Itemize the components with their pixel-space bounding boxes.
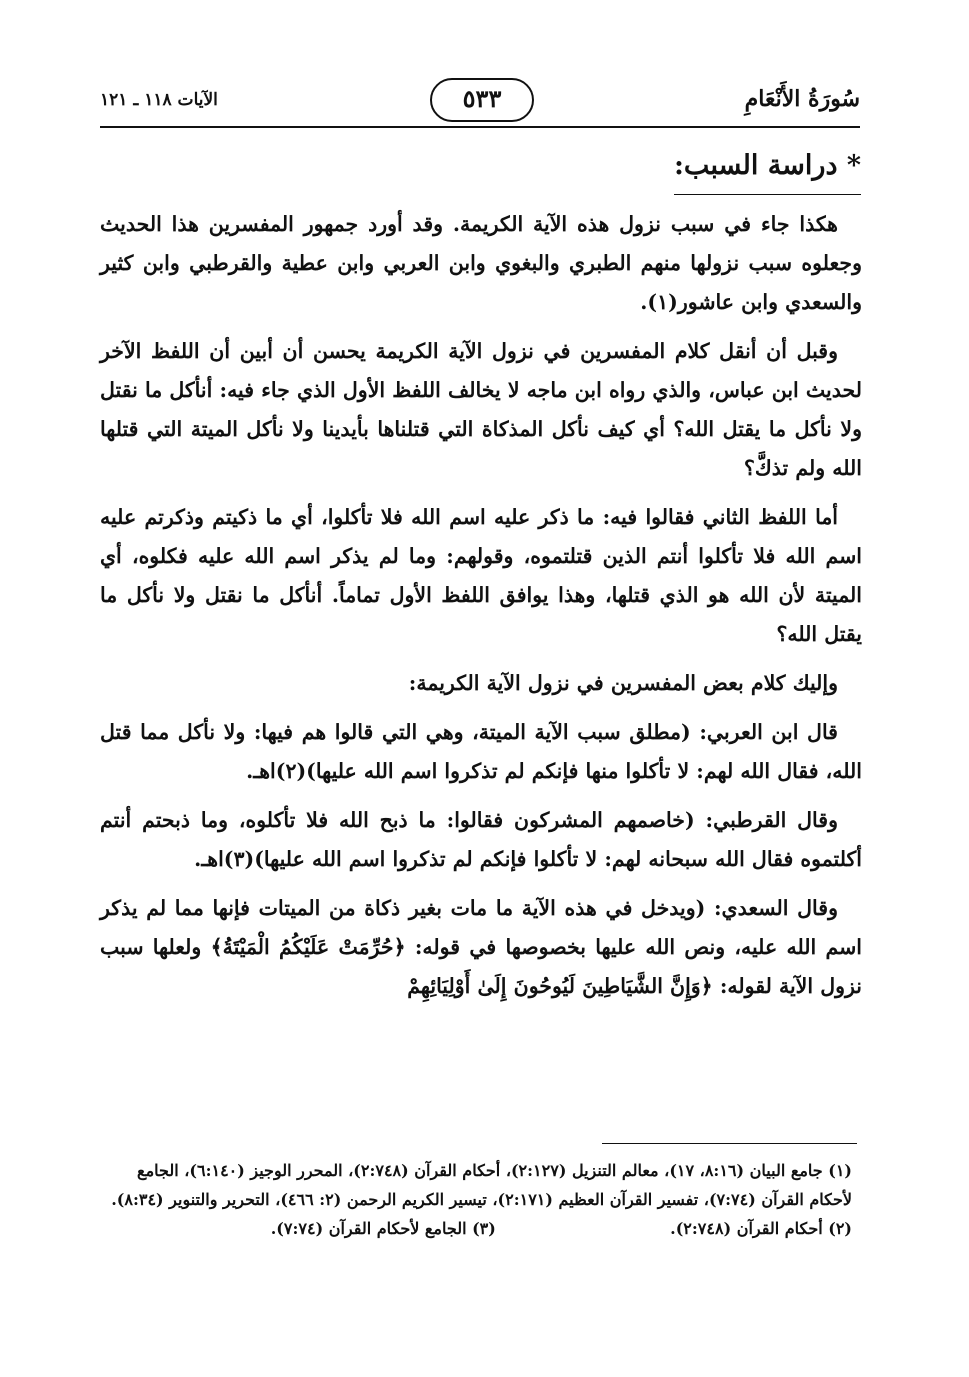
paragraph: وقال السعدي: (ويدخل في هذه الآية ما مات بغير ذكاة من الميتات فإنها مما لم يذكر اسم الله عليه، ونص الله عليها بخصوصها في قوله: ﴿حُرِّمَتْ عَلَيْكُمُ الْمَيْتَةُ﴾ ولعلها سبب نزول الآية لقوله: ﴿وَإِنَّ الشَّيَاطِينَ لَيُوحُونَ إِلَىٰ أَوْلِيَائِهِمْ — [100, 896, 862, 998]
paragraph: أما اللفظ الثاني فقالوا فيه: ما ذكر عليه اسم الله فلا تأكلوا، أي ما ذكيتم وذكرتم عليه اسم الله فلا تأكلوا أنتم الذين قتلتموه، وقولهم: وما لم يذكر اسم الله عليه فكلوه، أي الميتة لأن الله هو الذي قتلها، وهذا يوافق اللفظ الأول تماماً. أنأكل ما نقتل ولا نأكل ما يقتل الله؟ — [100, 505, 862, 646]
paragraph: وقال القرطبي: (خاصمهم المشركون فقالوا: ما ذبح الله فلا تأكلوه، وما ذبحتم أنتم أكلتموه فقال الله سبحانه لهم: لا تأكلوا فإنكم لم تذكروا اسم الله عليها)(٣)اهـ. — [100, 808, 862, 871]
footnote-row — [110, 1214, 852, 1243]
page-header — [100, 78, 860, 126]
section-heading-text: * دراسة السبب: — [673, 150, 861, 181]
body-text — [100, 205, 862, 1016]
surah-name: سُورَةُ الأَنْعَامِ — [744, 86, 860, 112]
footnote-divider — [602, 1143, 857, 1144]
section-heading — [674, 150, 861, 181]
page-number-badge: ٥٣٣ — [430, 78, 534, 122]
paragraph: وإليك كلام بعض المفسرين في نزول الآية الكريمة: — [408, 671, 838, 695]
footnote-1: (١) جامع البيان (٨:١٦، ١٧)، معالم التنزيل (٢:١٢٧)، أحكام القرآن (٢:٧٤٨)، المحرر الوجيز (٦:١٤٠)، الجامع لأحكام القرآن (٧:٧٤)، تفسير القرآن العظيم (٢:١٧١)، تيسير الكريم الرحمن (٢: ٤٦٦)، التحرير والتنوير (٨:٣٤). — [111, 1161, 852, 1209]
footnote-2: (٢) أحكام القرآن (٢:٧٤٨). — [670, 1219, 852, 1238]
verses-range: الآيات ١١٨ ـ ١٢١ — [100, 90, 218, 110]
footnotes — [110, 1156, 852, 1243]
paragraph: قال ابن العربي: (مطلق سبب الآية الميتة، وهي التي قالوا هم فيها: ولا نأكل مما قتل الله، فقال الله لهم: لا تأكلوا منها فإنكم لم تذكروا اسم الله عليها)(٢)اهـ. — [100, 720, 862, 783]
paragraph: وقبل أن أنقل كلام المفسرين في نزول الآية الكريمة يحسن أن أبين أن اللفظ الآخر لحديث ابن عباس، والذي رواه ابن ماجه لا يخالف اللفظ الأول الذي جاء فيه: أنأكل ما نقتل ولا نأكل ما يقتل الله؟ أي كيف نأكل المذكاة التي قتلناها بأيدينا ولا نأكل الميتة التي قتلها الله ولم تذكَّ؟ — [100, 339, 862, 480]
paragraph: هكذا جاء في سبب نزول هذه الآية الكريمة. وقد أورد جمهور المفسرين هذا الحديث وجعلوه سبب نزولها منهم الطبري والبغوي وابن العربي وابن عطية والقرطبي وابن كثير والسعدي وابن عاشور(١). — [100, 212, 862, 314]
footnote-3: (٣) الجامع لأحكام القرآن (٧:٧٤). — [270, 1219, 496, 1238]
heading-underline — [674, 194, 861, 195]
header-divider — [100, 126, 860, 128]
